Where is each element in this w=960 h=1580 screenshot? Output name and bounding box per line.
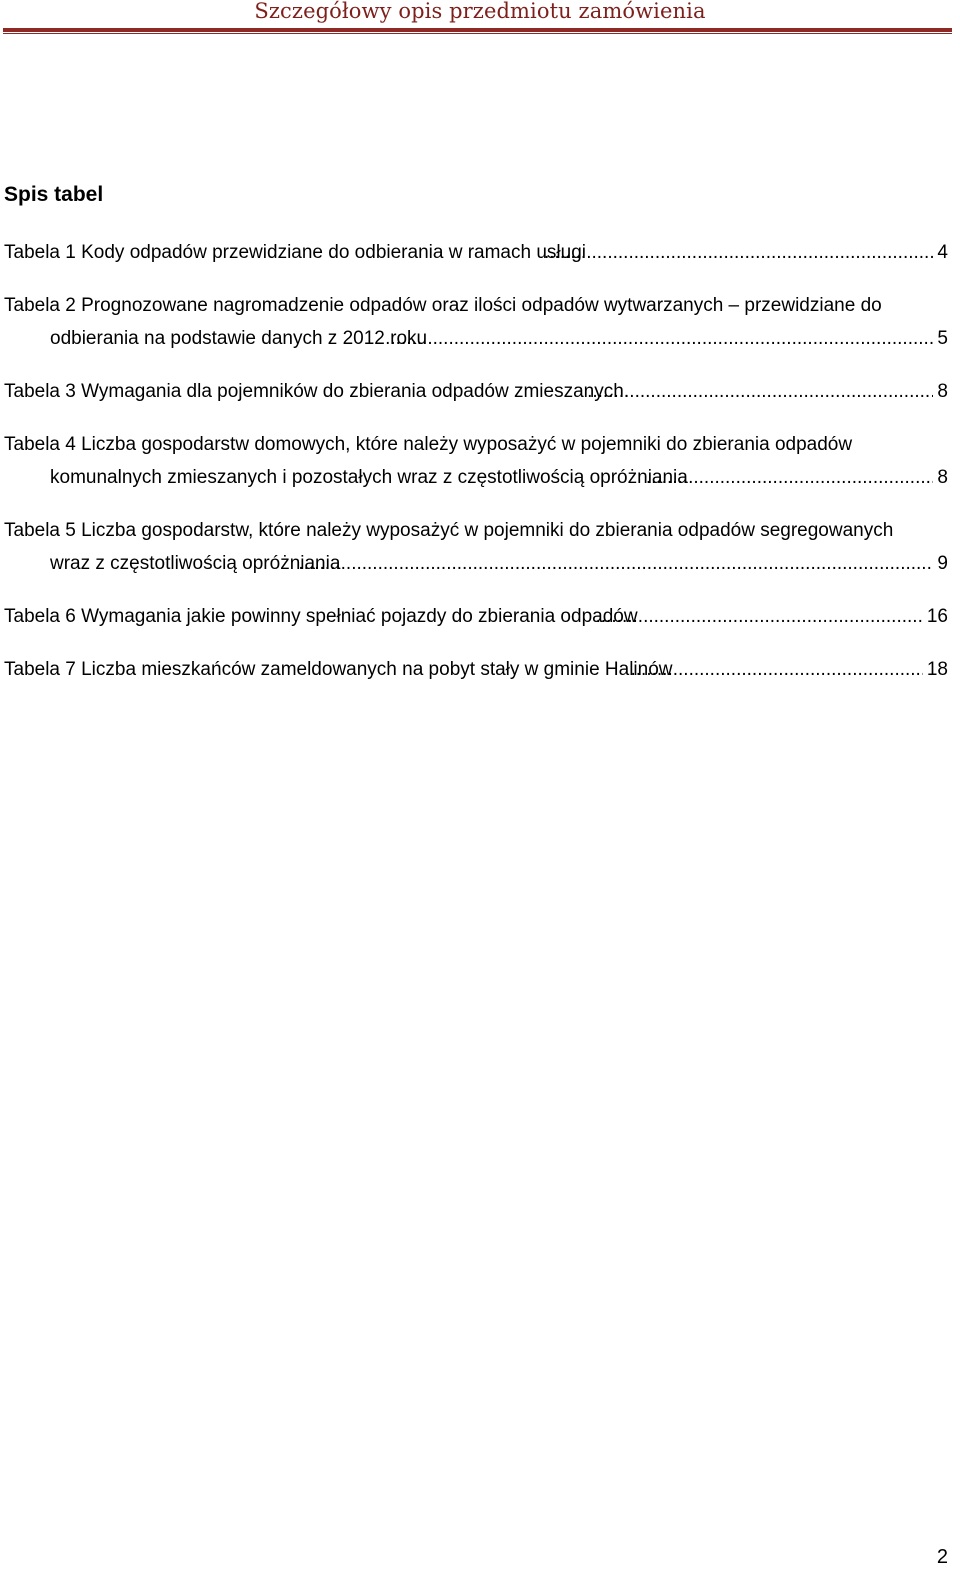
toc-entry-table-4[interactable] — [4, 428, 948, 494]
toc-entry-page: 18 — [923, 653, 948, 686]
toc-heading: Spis tabel — [4, 183, 104, 206]
toc-entry-table-6[interactable] — [4, 600, 948, 633]
page-number: 2 — [936, 1546, 948, 1568]
toc-entry-table-2[interactable] — [4, 289, 948, 355]
toc-entry-label: Tabela 1 Kody odpadów przewidziane do odbierania w ramach usługi — [4, 242, 586, 263]
toc-entry-table-1[interactable] — [4, 236, 948, 269]
toc-entry-label: Tabela 3 Wymagania dla pojemników do zbierania odpadów zmieszanych. — [4, 381, 630, 402]
toc-entry-table-7[interactable] — [4, 653, 948, 686]
header-rule-thick — [3, 28, 952, 32]
toc-entry-label: Tabela 2 Prognozowane nagromadzenie odpadów oraz ilości odpadów wytwarzanych – przewidziane do odbierania na podstawie danych z 2012 roku — [4, 295, 882, 349]
toc-entry-page: 16 — [923, 600, 948, 633]
toc-entry-page: 9 — [933, 547, 948, 580]
toc-entry-label: Tabela 5 Liczba gospodarstw, które należy wyposażyć w pojemniki do zbierania odpadów segregowanych wraz z częstotliwością opróżniania — [4, 520, 894, 574]
document-title: Szczegółowy opis przedmiotu zamówienia — [254, 0, 706, 23]
running-header — [0, 0, 960, 36]
toc-entry-table-5[interactable] — [4, 514, 948, 580]
header-rule-thin — [3, 33, 952, 34]
toc-entry-label: Tabela 7 Liczba mieszkańców zameldowanych na pobyt stały w gminie Halinów — [4, 659, 673, 680]
toc-entry-page: 4 — [933, 236, 948, 269]
table-of-tables — [4, 236, 948, 706]
toc-entry-page: 5 — [933, 322, 948, 355]
toc-entry-label: Tabela 4 Liczba gospodarstw domowych, które należy wyposażyć w pojemniki do zbierania odpadów komunalnych zmieszanych i pozostałych wraz z częstotliwością opróżniania — [4, 434, 853, 488]
toc-entry-page: 8 — [933, 375, 948, 408]
toc-entry-table-3[interactable] — [4, 375, 948, 408]
toc-entry-label: Tabela 6 Wymagania jakie powinny spełniać pojazdy do zbierania odpadów — [4, 606, 638, 627]
toc-entry-page: 8 — [933, 461, 948, 494]
